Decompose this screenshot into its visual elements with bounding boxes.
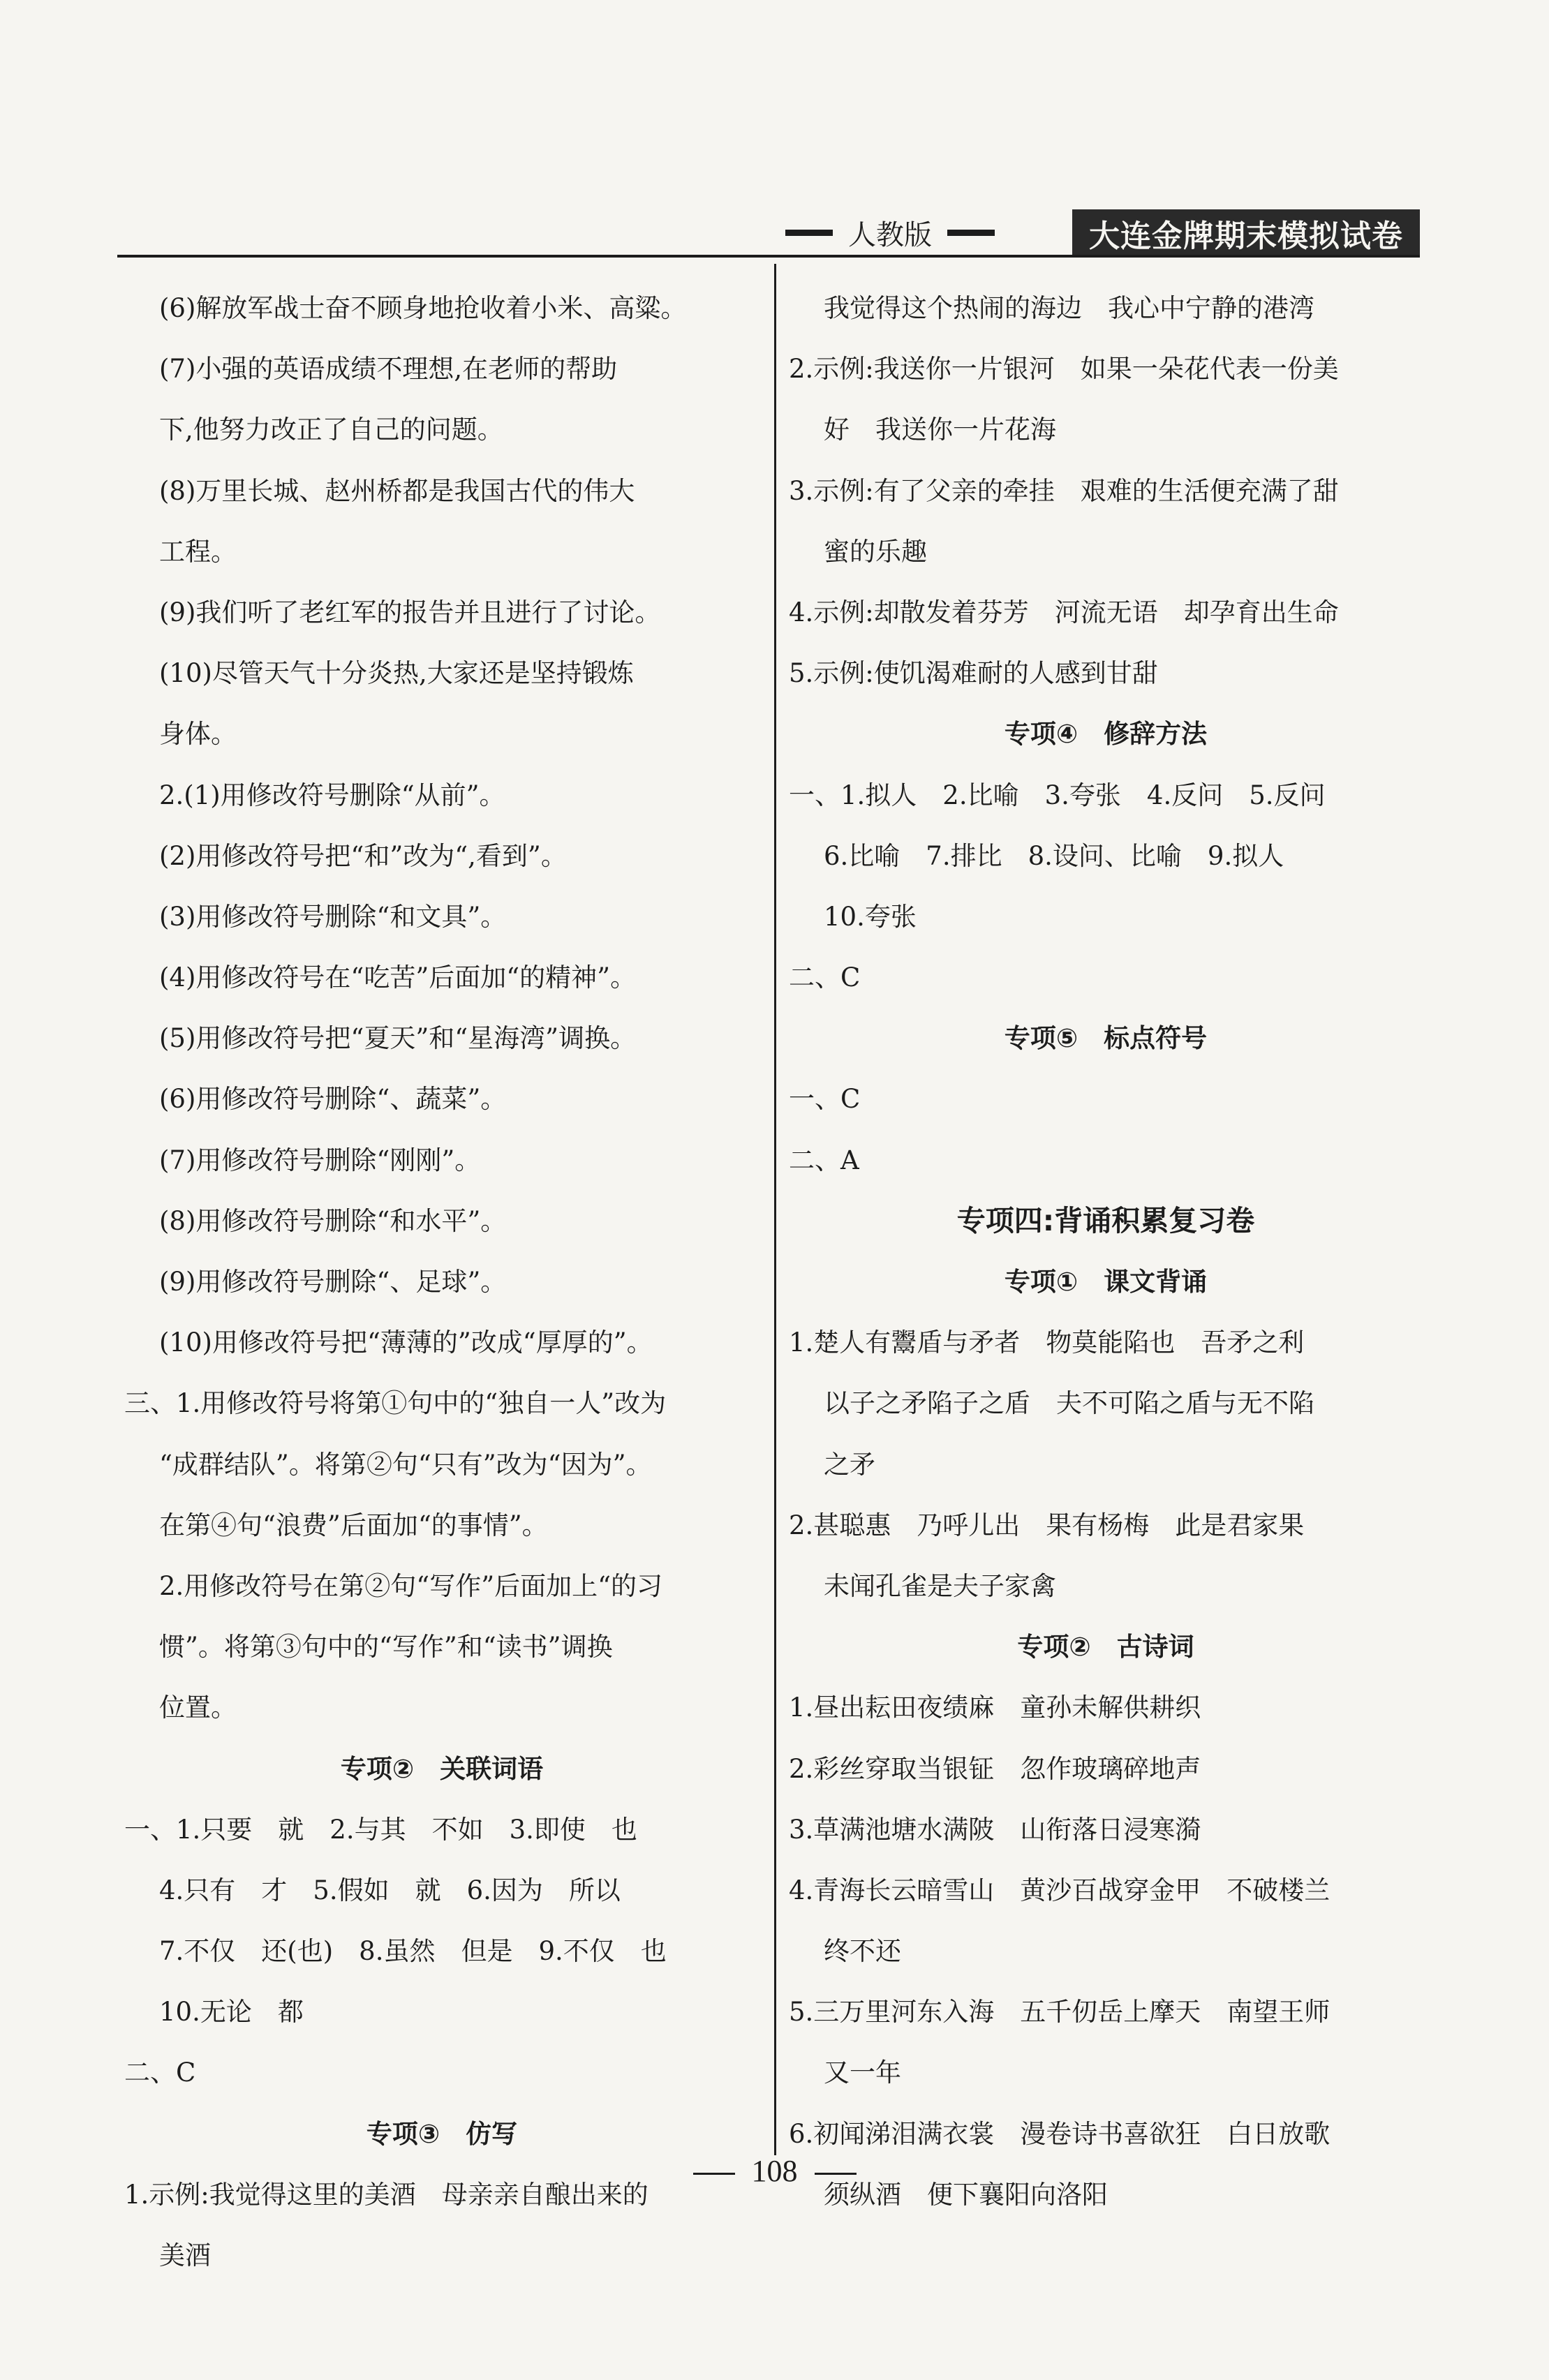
answer-line: (10)尽管天气十分炎热,大家还是坚持锻炼 [159, 658, 634, 689]
answer-line: 1.楚人有鬻盾与矛者 物莫能陷也 吾矛之利 [789, 1327, 1305, 1358]
answer-line: (5)用修改符号把“夏天”和“星海湾”调换。 [159, 1023, 637, 1054]
answer-line: 一、1.只要 就 2.与其 不如 3.即使 也 [124, 1814, 637, 1845]
answer-line: 二、C [789, 962, 861, 993]
answer-line: (9)用修改符号删除“、足球”。 [159, 1267, 507, 1297]
answer-line: 终不还 [824, 1936, 901, 1967]
answer-line: 4.示例:却散发着芬芳 河流无语 却孕育出生命 [789, 597, 1339, 627]
answer-line: 蜜的乐趣 [824, 536, 927, 567]
page-dash-right [815, 2173, 857, 2175]
answer-line: 3.草满池塘水满陂 山衔落日浸寒漪 [789, 1814, 1201, 1845]
answer-line: (7)用修改符号删除“刚刚”。 [159, 1145, 481, 1175]
answer-line: 我觉得这个热闹的海边 我心中宁静的港湾 [824, 293, 1314, 323]
section-heading: 专项④ 修辞方法 [1004, 719, 1208, 750]
edition-label [785, 213, 995, 253]
answer-line: 在第④句“浪费”后面加“的事情”。 [159, 1510, 548, 1540]
page-dash-left [693, 2173, 735, 2175]
answer-line: 4.只有 才 5.假如 就 6.因为 所以 [159, 1875, 621, 1905]
answer-line: 10.无论 都 [159, 1997, 304, 2028]
answer-line: 好 我送你一片花海 [824, 415, 1056, 445]
answer-line: (10)用修改符号把“薄薄的”改成“厚厚的”。 [159, 1327, 653, 1358]
edition-text: 人教版 [848, 219, 932, 251]
answer-line: 5.三万里河东入海 五千仞岳上摩天 南望王师 [789, 1997, 1331, 2028]
answer-line: (6)解放军战士奋不顾身地抢收着小米、高粱。 [159, 293, 687, 323]
answer-line: (4)用修改符号在“吃苦”后面加“的精神”。 [159, 962, 637, 993]
answer-line: 10.夸张 [824, 901, 917, 932]
column-divider [774, 264, 776, 2155]
answer-line: 未闻孔雀是夫子家禽 [824, 1570, 1056, 1601]
answer-line: 5.示例:使饥渴难耐的人感到甘甜 [789, 658, 1158, 689]
header-bar-right [947, 230, 995, 236]
answer-line: 2.彩丝穿取当银钲 忽作玻璃碎地声 [789, 1753, 1201, 1784]
answer-line: (6)用修改符号删除“、蔬菜”。 [159, 1084, 507, 1115]
section-heading: 专项② 古诗词 [1017, 1632, 1194, 1663]
section-heading: 专项③ 仿写 [366, 2118, 518, 2149]
answer-line: 3.示例:有了父亲的牵挂 艰难的生活便充满了甜 [789, 475, 1339, 506]
section-heading: 专项⑤ 标点符号 [1004, 1023, 1208, 1054]
answer-line: (8)万里长城、赵州桥都是我国古代的伟大 [159, 475, 635, 506]
answer-line: 惯”。将第③句中的“写作”和“读书”调换 [159, 1632, 613, 1663]
answer-line: 美酒 [159, 2240, 211, 2270]
answer-line: 1.昼出耘田夜绩麻 童孙未解供耕织 [789, 1693, 1201, 1723]
answer-line: 二、A [789, 1145, 859, 1175]
answer-line: 2.用修改符号在第②句“写作”后面加上“的习 [159, 1570, 663, 1601]
answer-line: 4.青海长云暗雪山 黄沙百战穿金甲 不破楼兰 [789, 1875, 1331, 1905]
answer-line: 2.(1)用修改符号删除“从前”。 [159, 780, 505, 810]
answer-line: 7.不仅 还(也) 8.虽然 但是 9.不仅 也 [159, 1936, 667, 1967]
answer-line: (7)小强的英语成绩不理想,在老师的帮助 [159, 354, 618, 385]
header-bar-left [785, 230, 833, 236]
page-number [0, 2153, 1549, 2189]
answer-line: 又一年 [824, 2058, 901, 2088]
answer-line: 工程。 [159, 536, 237, 567]
section-heading: 专项四:背诵积累复习卷 [956, 1203, 1255, 1237]
series-title: 大连金牌期末模拟试卷 [1072, 209, 1420, 257]
answer-line: 二、C [124, 2058, 196, 2088]
answer-line: 6.比喻 7.排比 8.设问、比喻 9.拟人 [824, 840, 1284, 871]
answer-line: 2.甚聪惠 乃呼儿出 果有杨梅 此是君家果 [789, 1510, 1305, 1540]
answer-line: 1.示例:我觉得这里的美酒 母亲亲自酿出来的 [124, 2179, 648, 2210]
header-rule [117, 255, 1420, 258]
answer-line: 2.示例:我送你一片银河 如果一朵花代表一份美 [789, 354, 1339, 385]
answer-line: 下,他努力改正了自己的问题。 [159, 415, 503, 445]
answer-line: (8)用修改符号删除“和水平”。 [159, 1205, 507, 1236]
answer-line: “成群结队”。将第②句“只有”改为“因为”。 [159, 1449, 652, 1480]
answer-line: 6.初闻涕泪满衣裳 漫卷诗书喜欲狂 白日放歌 [789, 2118, 1331, 2149]
answer-line: (2)用修改符号把“和”改为“,看到”。 [159, 840, 567, 871]
answer-line: 一、1.拟人 2.比喻 3.夸张 4.反问 5.反问 [789, 780, 1326, 810]
answer-line: 位置。 [159, 1693, 237, 1723]
page-number-text: 108 [751, 2154, 798, 2188]
answer-line: 身体。 [159, 719, 237, 750]
answer-line: 须纵酒 便下襄阳向洛阳 [824, 2179, 1108, 2210]
answer-line: 三、1.用修改符号将第①句中的“独自一人”改为 [124, 1388, 667, 1419]
answer-line: 之矛 [824, 1449, 875, 1480]
answer-line: (9)我们听了老红军的报告并且进行了讨论。 [159, 597, 661, 627]
left-column [124, 278, 759, 2286]
section-heading: 专项① 课文背诵 [1004, 1267, 1208, 1297]
answer-line: 以子之矛陷子之盾 夫不可陷之盾与无不陷 [824, 1388, 1314, 1419]
answer-line: (3)用修改符号删除“和文具”。 [159, 901, 507, 932]
right-column [789, 278, 1423, 2225]
answer-line: 一、C [789, 1084, 861, 1115]
section-heading: 专项② 关联词语 [340, 1753, 544, 1784]
